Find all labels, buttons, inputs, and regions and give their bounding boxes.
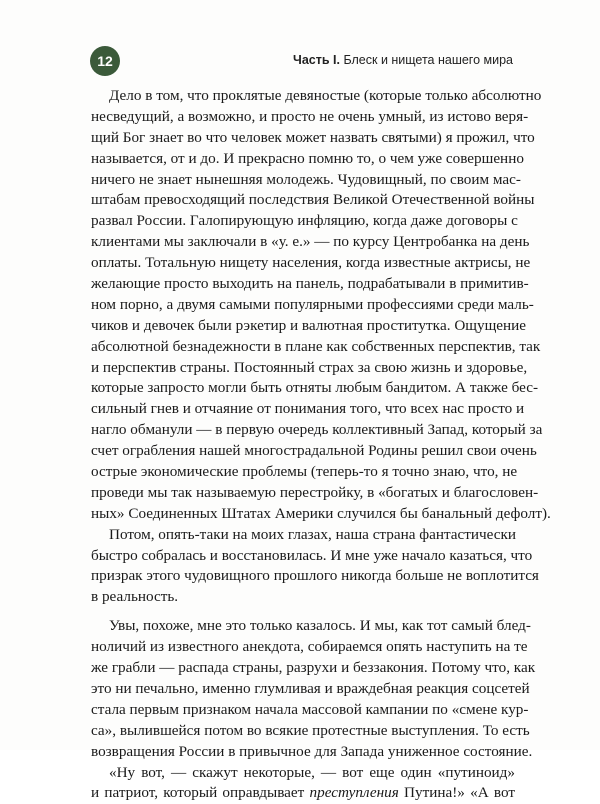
text-line: штабам превосходящий последствия Великой Отечественной войны	[91, 191, 535, 209]
text-fragment: «Ну вот, — скажут некоторые, — вот еще один «путиноид»	[109, 763, 515, 781]
text-line: Потом, опять-таки на моих глазах, наша страна фантастически	[109, 525, 517, 543]
text-line: Дело в том, что проклятые девяностые (которые только абсолютно	[109, 87, 542, 104]
text-line: в реальность.	[91, 588, 179, 606]
italic-emphasis: преступления	[309, 784, 399, 802]
text-line: щий Бог знает во что человек может назвать святыми) я прожил, что	[91, 128, 535, 146]
text-line: са», вылившейся потом во всякие протестные выступления. То есть	[91, 721, 530, 739]
body-text	[91, 86, 551, 804]
text-line: стала первым признаком начала массовой кампании по «смене кур-	[91, 700, 529, 718]
running-head	[293, 53, 513, 67]
text-line	[91, 783, 515, 804]
text-line: ном порно, а двумя самыми популярными профессиями среди маль-	[91, 295, 534, 313]
text-line	[91, 763, 515, 784]
text-line: ных» Соединенных Штатах Америки случился бы банальный дефолт).	[91, 504, 551, 522]
page-number: 12	[97, 53, 113, 69]
chapter-title: Блеск и нищета нашего мира	[343, 53, 513, 67]
page-number-badge	[90, 46, 120, 76]
text-line: ничего не знает нынешняя молодежь. Чудовищный, по своим мас-	[91, 170, 521, 188]
text-line: возвращения России в привычное для Запада униженное состояние.	[91, 742, 533, 760]
text-line: это ни печально, именно глумливая и враждебная реакция соцсетей	[91, 679, 530, 697]
text-line: абсолютной безнадежности в плане как собственных перспектив, так	[91, 337, 541, 355]
text-line: же грабли — распада страны, разрухи и беззакония. Потому что, как	[91, 659, 536, 677]
text-line: клиентами мы заключали в «у. е.» — по курсу Центробанка на день	[91, 233, 530, 251]
text-line: острые экономические проблемы (теперь-то я точно знаю, что, не	[91, 463, 518, 481]
text-fragment: Путина!» «А вот	[398, 784, 515, 802]
text-line: нагло обманули — в первую очередь коллективный Запад, который за	[91, 421, 543, 439]
text-line: ноличий из известного анекдота, собираемся опять наступить на те	[91, 638, 528, 656]
part-label: Часть I.	[293, 53, 340, 67]
text-line: счет ограбления нашей многострадальной Родины решил свои очень	[91, 442, 537, 460]
text-line: призрак этого чудовищного прошлого никогда больше не воплотится	[91, 567, 539, 585]
text-line: развал России. Галопирующую инфляцию, когда даже договоры с	[91, 212, 518, 230]
text-fragment: и патриот, который оправдывает	[91, 784, 310, 802]
text-line: оплаты. Тотальную нищету населения, когда известные актрисы, не	[91, 254, 531, 272]
text-line: быстро собралась и восстановилась. И мне уже начало казаться, что	[91, 546, 533, 564]
text-line: которые запросто могли быть отняты любым бандитом. А также бес-	[91, 379, 539, 397]
text-line: называется, от и до. И прекрасно помню то, о чем уже совершенно	[91, 149, 524, 167]
text-line: Увы, похоже, мне это только казалось. И мы, как тот самый блед-	[109, 617, 531, 635]
text-line: и перспектив страны. Постоянный страх за свою жизнь и здоровье,	[91, 358, 528, 376]
paragraph-gap	[91, 608, 515, 616]
text-line: чиков и девочек были рэкетир и валютная проституткa. Ощущение	[91, 316, 527, 334]
text-line: несведущий, а возможно, и просто не очень умный, из истово веря-	[91, 107, 529, 125]
text-line: проведи мы так называемую перестройку, в «богатых и благословен-	[91, 483, 539, 501]
text-line: сильный гнев и отчаяние от понимания того, что всех нас просто и	[91, 400, 525, 418]
text-line: желающие просто выходить на панель, подрабатывали в примитив-	[91, 275, 529, 293]
